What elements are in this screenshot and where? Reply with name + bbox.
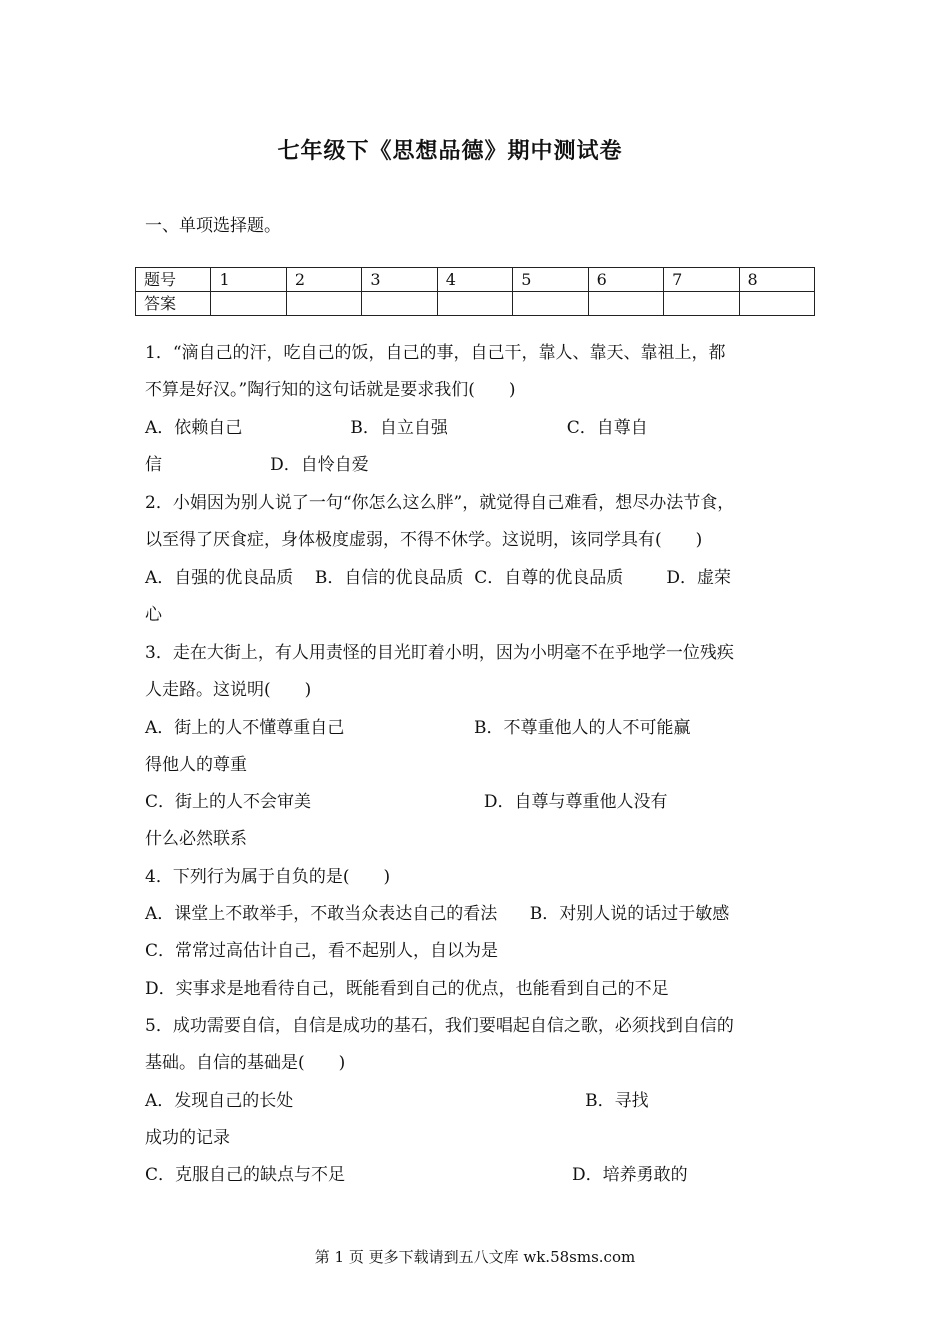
answer-cell[interactable] [437,292,512,316]
option-text-line: C．常常过高估计自己，看不起别人，自以为是 [145,941,499,961]
option-text-line: A．自强的优良品质 B．自信的优良品质 C．自尊的优良品质 D．虚荣 [145,568,732,588]
answer-cell[interactable] [739,292,815,316]
option-text-line: A．发现自己的长处 B．寻找 [145,1091,649,1111]
section-heading: 一、单项选择题。 [145,216,281,236]
question-text-line: 3．走在大街上，有人用责怪的目光盯着小明，因为小明毫不在乎地学一位残疾 [145,643,734,663]
option-text-line: 信 D．自怜自爱 [145,455,369,475]
table-cell-label: 答案 [136,292,211,316]
option-text-line: 心 [145,605,162,625]
answer-table [135,267,815,316]
answer-cell[interactable] [286,292,361,316]
table-row [136,292,815,316]
option-text-line: C．克服自己的缺点与不足 D．培养勇敢的 [145,1165,688,1185]
table-cell-number: 2 [286,268,361,292]
question-text-line: 人走路。这说明( ) [145,680,312,700]
option-text-line: A．课堂上不敢举手，不敢当众表达自己的看法 B．对别人说的话过于敏感 [145,904,730,924]
answer-cell[interactable] [211,292,286,316]
option-text-line: D．实事求是地看待自己，既能看到自己的优点，也能看到自己的不足 [145,979,669,999]
table-row [136,268,815,292]
option-text-line: 得他人的尊重 [145,755,247,775]
option-text-line: 成功的记录 [145,1128,230,1148]
table-cell-label: 题号 [136,268,211,292]
table-cell-number: 5 [513,268,588,292]
option-text-line: 什么必然联系 [145,829,247,849]
question-text-line: 以至得了厌食症，身体极度虚弱，不得不休学。这说明，该同学具有( ) [145,530,703,550]
answer-cell[interactable] [362,292,437,316]
answer-cell[interactable] [664,292,739,316]
table-cell-number: 6 [588,268,663,292]
question-text-line: 基础。自信的基础是( ) [145,1053,346,1073]
option-text-line: A．街上的人不懂尊重自己 B．不尊重他人的人不可能赢 [145,718,691,738]
question-text-line: 4．下列行为属于自负的是( ) [145,867,391,887]
option-text-line: C．街上的人不会审美 D．自尊与尊重他人没有 [145,792,668,812]
table-cell-number: 8 [739,268,815,292]
question-text-line: 5．成功需要自信，自信是成功的基石，我们要唱起自信之歌，必须找到自信的 [145,1016,734,1036]
question-text-line: 1．“滴自己的汗，吃自己的饭，自己的事，自己干，靠人、靠天、靠祖上，都 [145,343,726,363]
answer-cell[interactable] [588,292,663,316]
table-cell-number: 7 [664,268,739,292]
table-cell-number: 4 [437,268,512,292]
page-footer: 第 1 页 更多下载请到五八文库 wk.58sms.com [314,1248,636,1266]
option-text-line: A．依赖自己 B．自立自强 C．自尊自 [145,418,648,438]
table-cell-number: 1 [211,268,286,292]
page-title: 七年级下《思想品德》期中测试卷 [277,138,623,164]
table-cell-number: 3 [362,268,437,292]
question-text-line: 2．小娟因为别人说了一句“你怎么这么胖”，就觉得自己难看，想尽办法节食， [145,493,735,513]
question-text-line: 不算是好汉。”陶行知的这句话就是要求我们( ) [145,380,516,400]
answer-cell[interactable] [513,292,588,316]
